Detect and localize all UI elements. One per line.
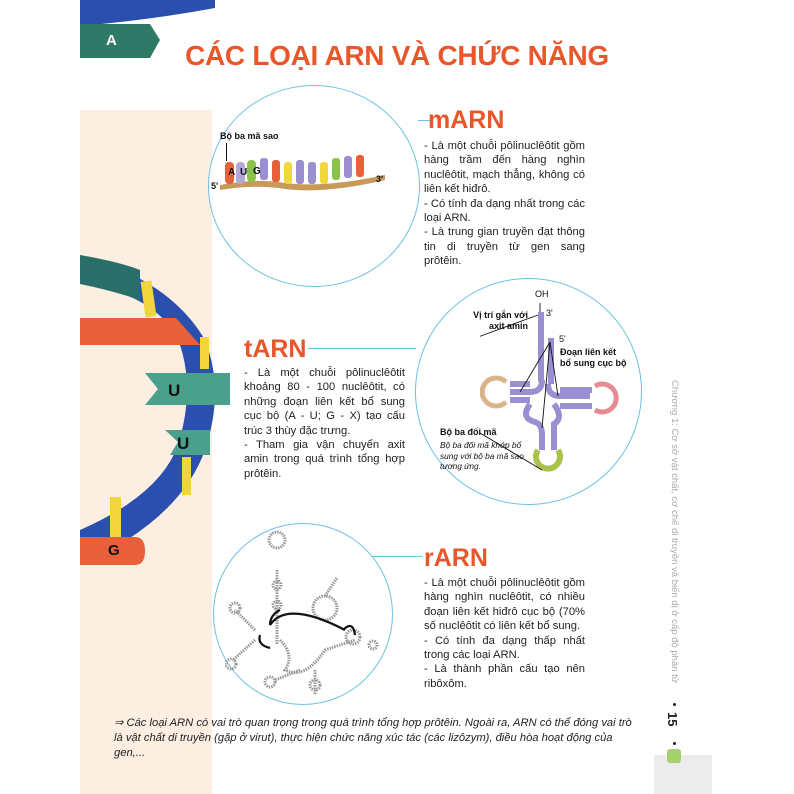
helix-illustration [0, 0, 230, 794]
implies-arrow-icon: ⇒ [114, 717, 124, 729]
amino-acid-site-label: Vị trí gắn với axit amin [473, 310, 528, 331]
oh-label: OH [535, 289, 549, 299]
marn-point: - Là trung gian truyền đạt thông tin di truyền từ gen sang prôtêin. [424, 226, 585, 268]
bullet-dot [673, 703, 676, 706]
three-prime-label: 3' [376, 174, 384, 184]
rarn-description [424, 576, 585, 691]
complementary-pairing-label: Đoạn liên kết bổ sung cục bộ [560, 347, 627, 368]
helix-base-label: U [168, 381, 181, 400]
rarn-point: - Có tính đa dạng thấp nhất trong các loại ARN. [424, 634, 585, 662]
page-number: 15 [665, 712, 680, 727]
chapter-title: Chương 1: Cơ sở vật chất, cơ chế di truyền và biến dị ở cấp độ phân tử [669, 380, 680, 684]
connector-line [308, 348, 416, 349]
marn-point: - Có tính đa dạng nhất trong các loại ARN. [424, 197, 585, 225]
marn-description [424, 139, 585, 269]
codon-base: A [228, 167, 236, 178]
three-prime-label: 3' [546, 308, 553, 318]
anticodon-label: Bộ ba đối mã [440, 427, 497, 437]
helix-base-label: U [177, 434, 190, 453]
five-prime-label: 5' [559, 334, 566, 344]
anticodon-note: Bộ ba đối mã khớp bổ sung với bộ ba mã sao tương ứng. [440, 440, 524, 471]
tarn-point: - Tham gia vận chuyển axit amin trong quá trình tổng hợp prôtêin. [244, 439, 405, 480]
summary-text: Các loại ARN có vai trò quan trọng trong quá trình tổng hợp prôtêin. Ngoài ra, ARN có thể đóng vai trò là vật chất di truyền (gặp ở virut), thực hiện chức năng xúc tác (các lizôzym), điều hòa hoạt động của gen,... [114, 717, 632, 759]
summary-paragraph [114, 716, 642, 761]
page-edge-block [654, 755, 712, 794]
tarn-description [244, 366, 405, 481]
page-marker-square [667, 749, 681, 763]
codon-base: G [253, 166, 261, 177]
rarn-heading: rARN [424, 544, 488, 572]
page-number-wrap [663, 712, 681, 726]
helix-base-label: G [108, 542, 120, 559]
rarn-point: - Là một chuỗi pôlinuclêôtit gồm hàng nghìn nuclêôtit, có nhiều đoạn liên kết hiđrô cục bộ (70% số nuclêôtit có liên kết bổ sung. [424, 577, 585, 633]
tarn-heading: tARN [244, 335, 307, 363]
codon-label: Bộ ba mã sao [220, 131, 279, 141]
corner-tab-letter: A [106, 32, 117, 49]
page-title: CÁC LOẠI ARN VÀ CHỨC NĂNG [185, 40, 609, 71]
rrna-secondary-structure-icon [225, 530, 385, 695]
marn-point: - Là một chuỗi pôlinuclêôtit gồm hàng trăm đến hàng nghìn nuclêôtit, mạch thẳng, không có liên kết hiđrô. [424, 140, 585, 196]
tarn-point: - Là một chuỗi pôlinuclêôtit khoảng 80 - 100 nuclêôtit, có những đoạn liên kết bổ sung cục bộ (A - U; G - X) tạo cấu trúc 3 thùy đặc trưng. [244, 367, 405, 437]
marn-heading: mARN [428, 106, 505, 134]
rarn-point: - Là thành phần cấu tạo nên ribôxôm. [424, 663, 585, 690]
bullet-dot [673, 742, 676, 745]
five-prime-label: 5' [211, 181, 219, 191]
codon-base: U [240, 167, 248, 178]
running-head [666, 380, 682, 740]
